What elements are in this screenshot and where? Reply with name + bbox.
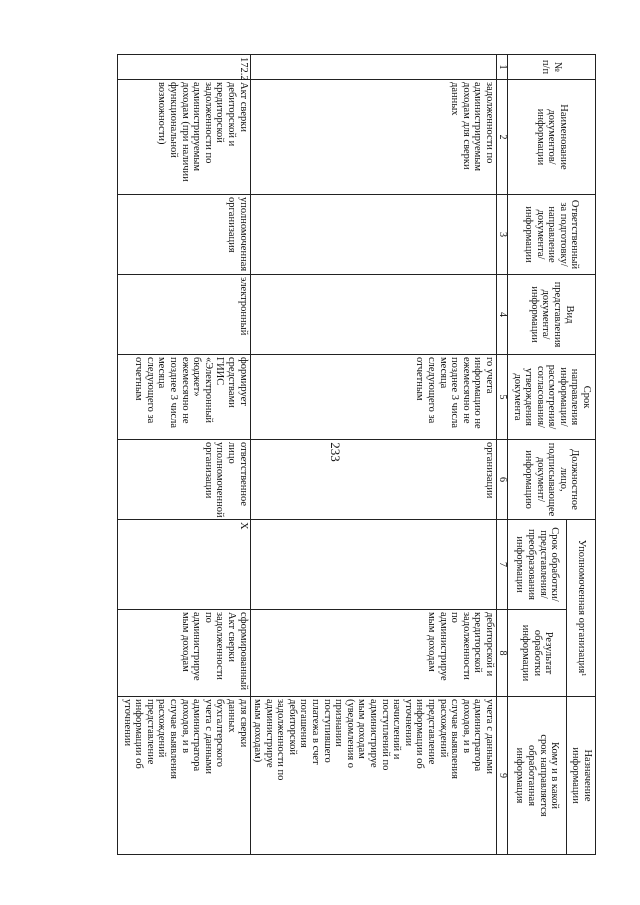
rotated-table-area [109, 54, 596, 854]
cell-processing-result: сформированный Акт сверки задолженности по администрируе мым доходам [117, 610, 250, 697]
column-number: 3 [497, 195, 508, 275]
header-purpose: Назначение информации [567, 697, 596, 855]
column-number: 7 [497, 520, 508, 610]
column-number: 2 [497, 80, 508, 195]
table-row [117, 55, 250, 855]
header-official: Должностное лицо, подписывающее документ/ информацию [508, 440, 596, 520]
cell-num [250, 55, 496, 80]
column-number: 4 [497, 275, 508, 355]
header-responsible: Ответственный за подготовку/ направление документа/ информации [508, 195, 596, 275]
cell-official: организации [250, 440, 496, 520]
cell-responsible: уполномоченная организация [117, 195, 250, 275]
page-number: 233 [328, 442, 343, 462]
cell-name: задолженности по администрируемым доходам для сверки данных [250, 80, 496, 195]
cell-processing-deadline [250, 520, 496, 610]
header-row-1 [567, 55, 596, 855]
column-number: 5 [497, 355, 508, 440]
table-row [250, 55, 496, 855]
cell-num: 172.2 [117, 55, 250, 80]
cell-deadline: го учета информацию не ежемесячно не позднее 3 числа месяца следующего за отчетным [250, 355, 496, 440]
header-processing-deadline: Срок обработки/ представления/ преобразования информации [508, 520, 567, 610]
header-deadline: Срок направления информации/ рассмотрения/ согласования/ утверждения документа [508, 355, 596, 440]
cell-processing-deadline: Х [117, 520, 250, 610]
cell-type [250, 275, 496, 355]
header-num: № п/п [508, 55, 596, 80]
column-number: 8 [497, 610, 508, 697]
cell-deadline: формирует средствами ГИИС «Электронный бюджет» ежемесячно не позднее 3 числа месяца следующего за отчетным [117, 355, 250, 440]
column-number: 6 [497, 440, 508, 520]
cell-responsible [250, 195, 496, 275]
header-processing-result: Результат обработки информации [508, 610, 567, 697]
cell-name: Акт сверки дебиторской и кредиторской задолженности по администрируемым доходам (при наличии функциональной возможности) [117, 80, 250, 195]
column-number: 9 [497, 697, 508, 855]
header-purpose-sub: Кому и в какой срок направляется обработанная информация [508, 697, 567, 855]
document-table [117, 54, 596, 855]
header-name: Наименование документов/ информации [508, 80, 596, 195]
cell-type: электронный [117, 275, 250, 355]
header-authorized-org: Уполномоченная организация¹ [567, 520, 596, 697]
cell-processing-result: дебиторской и кредиторской задолженности по администрируе мым доходам [250, 610, 496, 697]
cell-purpose: учета с данными администратора доходов, и в случае выявления расхождений представление информации об уточнении начислений и поступлений по администрируе мым доходам (уведомления о признании поступившего платежа в счет погашения дебиторской задолженности по администрируе мым доходам) [250, 697, 496, 855]
cell-purpose: для сверки данных бухгалтерского учета с данными администратора доходов, и в случае выявления расхождений представление информации об уточнении [117, 697, 250, 855]
column-number: 1 [497, 55, 508, 80]
column-number-row [497, 55, 508, 855]
header-type: Вид представления документа/ информации [508, 275, 596, 355]
cell-official: ответственное лицо уполномоченной организации [117, 440, 250, 520]
